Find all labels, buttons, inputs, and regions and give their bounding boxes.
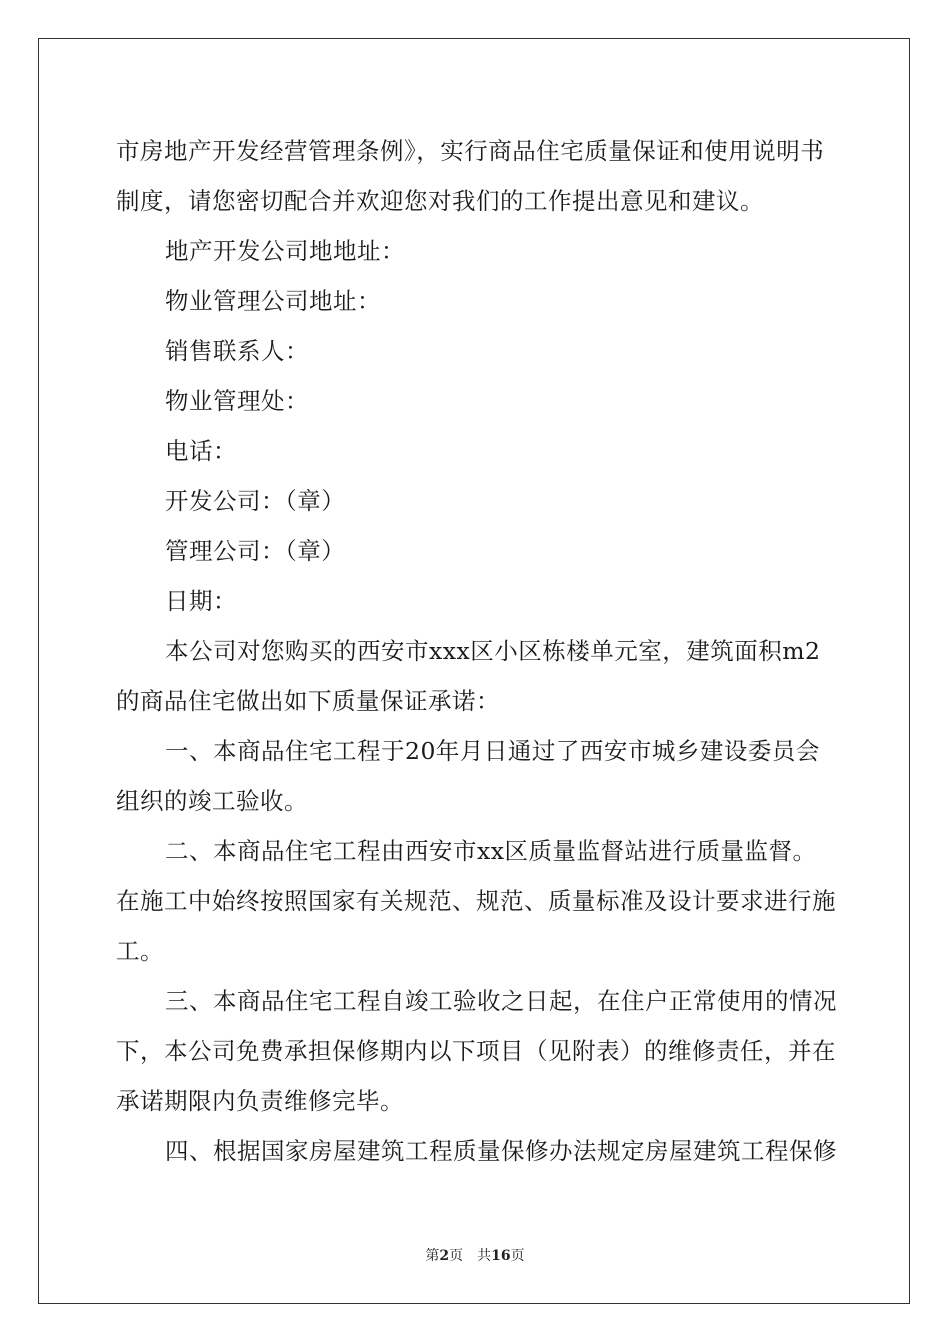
text-line: 本公司对您购买的西安市xxx区小区栋楼单元室，建筑面积m2 [165, 637, 821, 665]
clause-1: 一、本商品住宅工程于20年月日通过了西安市城乡建设委员会 [165, 737, 820, 765]
text-line: 组织的竣工验收。 [116, 787, 308, 815]
clause-3: 三、本商品住宅工程自竣工验收之日起，在住户正常使用的情况 [165, 987, 837, 1015]
total-prefix: 共 [477, 1248, 492, 1264]
document-body [116, 126, 837, 1176]
text-line: 的商品住宅做出如下质量保证承诺： [116, 687, 500, 715]
developer-address-label: 地产开发公司地地址： [165, 237, 405, 265]
text-line: 在施工中始终按照国家有关规范、规范、质量标准及设计要求进行施 [116, 887, 836, 915]
management-seal-label: 管理公司：（章） [165, 537, 346, 565]
text-line: 制度，请您密切配合并欢迎您对我们的工作提出意见和建议。 [116, 187, 764, 215]
text-line: 工。 [116, 937, 164, 965]
page-suffix: 页 [449, 1248, 464, 1264]
text-line: 承诺期限内负责维修完毕。 [116, 1087, 404, 1115]
clause-4: 四、根据国家房屋建筑工程质量保修办法规定房屋建筑工程保修 [165, 1137, 837, 1165]
text-line: 市房地产开发经营管理条例》，实行商品住宅质量保证和使用说明书 [116, 137, 825, 165]
developer-seal-label: 开发公司：（章） [165, 487, 346, 515]
page-number: 2 [439, 1248, 450, 1264]
total-pages: 16 [491, 1248, 511, 1264]
phone-label: 电话： [165, 437, 237, 465]
sales-contact-label: 销售联系人： [165, 337, 309, 365]
page-footer [0, 1245, 950, 1265]
page-prefix: 第 [425, 1248, 440, 1264]
date-label: 日期： [165, 587, 237, 615]
clause-2: 二、本商品住宅工程由西安市xx区质量监督站进行质量监督。 [165, 837, 817, 865]
property-management-address-label: 物业管理公司地址： [165, 287, 381, 315]
total-suffix: 页 [510, 1248, 525, 1264]
property-office-label: 物业管理处： [165, 387, 309, 415]
text-line: 下，本公司免费承担保修期内以下项目（见附表）的维修责任，并在 [116, 1037, 836, 1065]
